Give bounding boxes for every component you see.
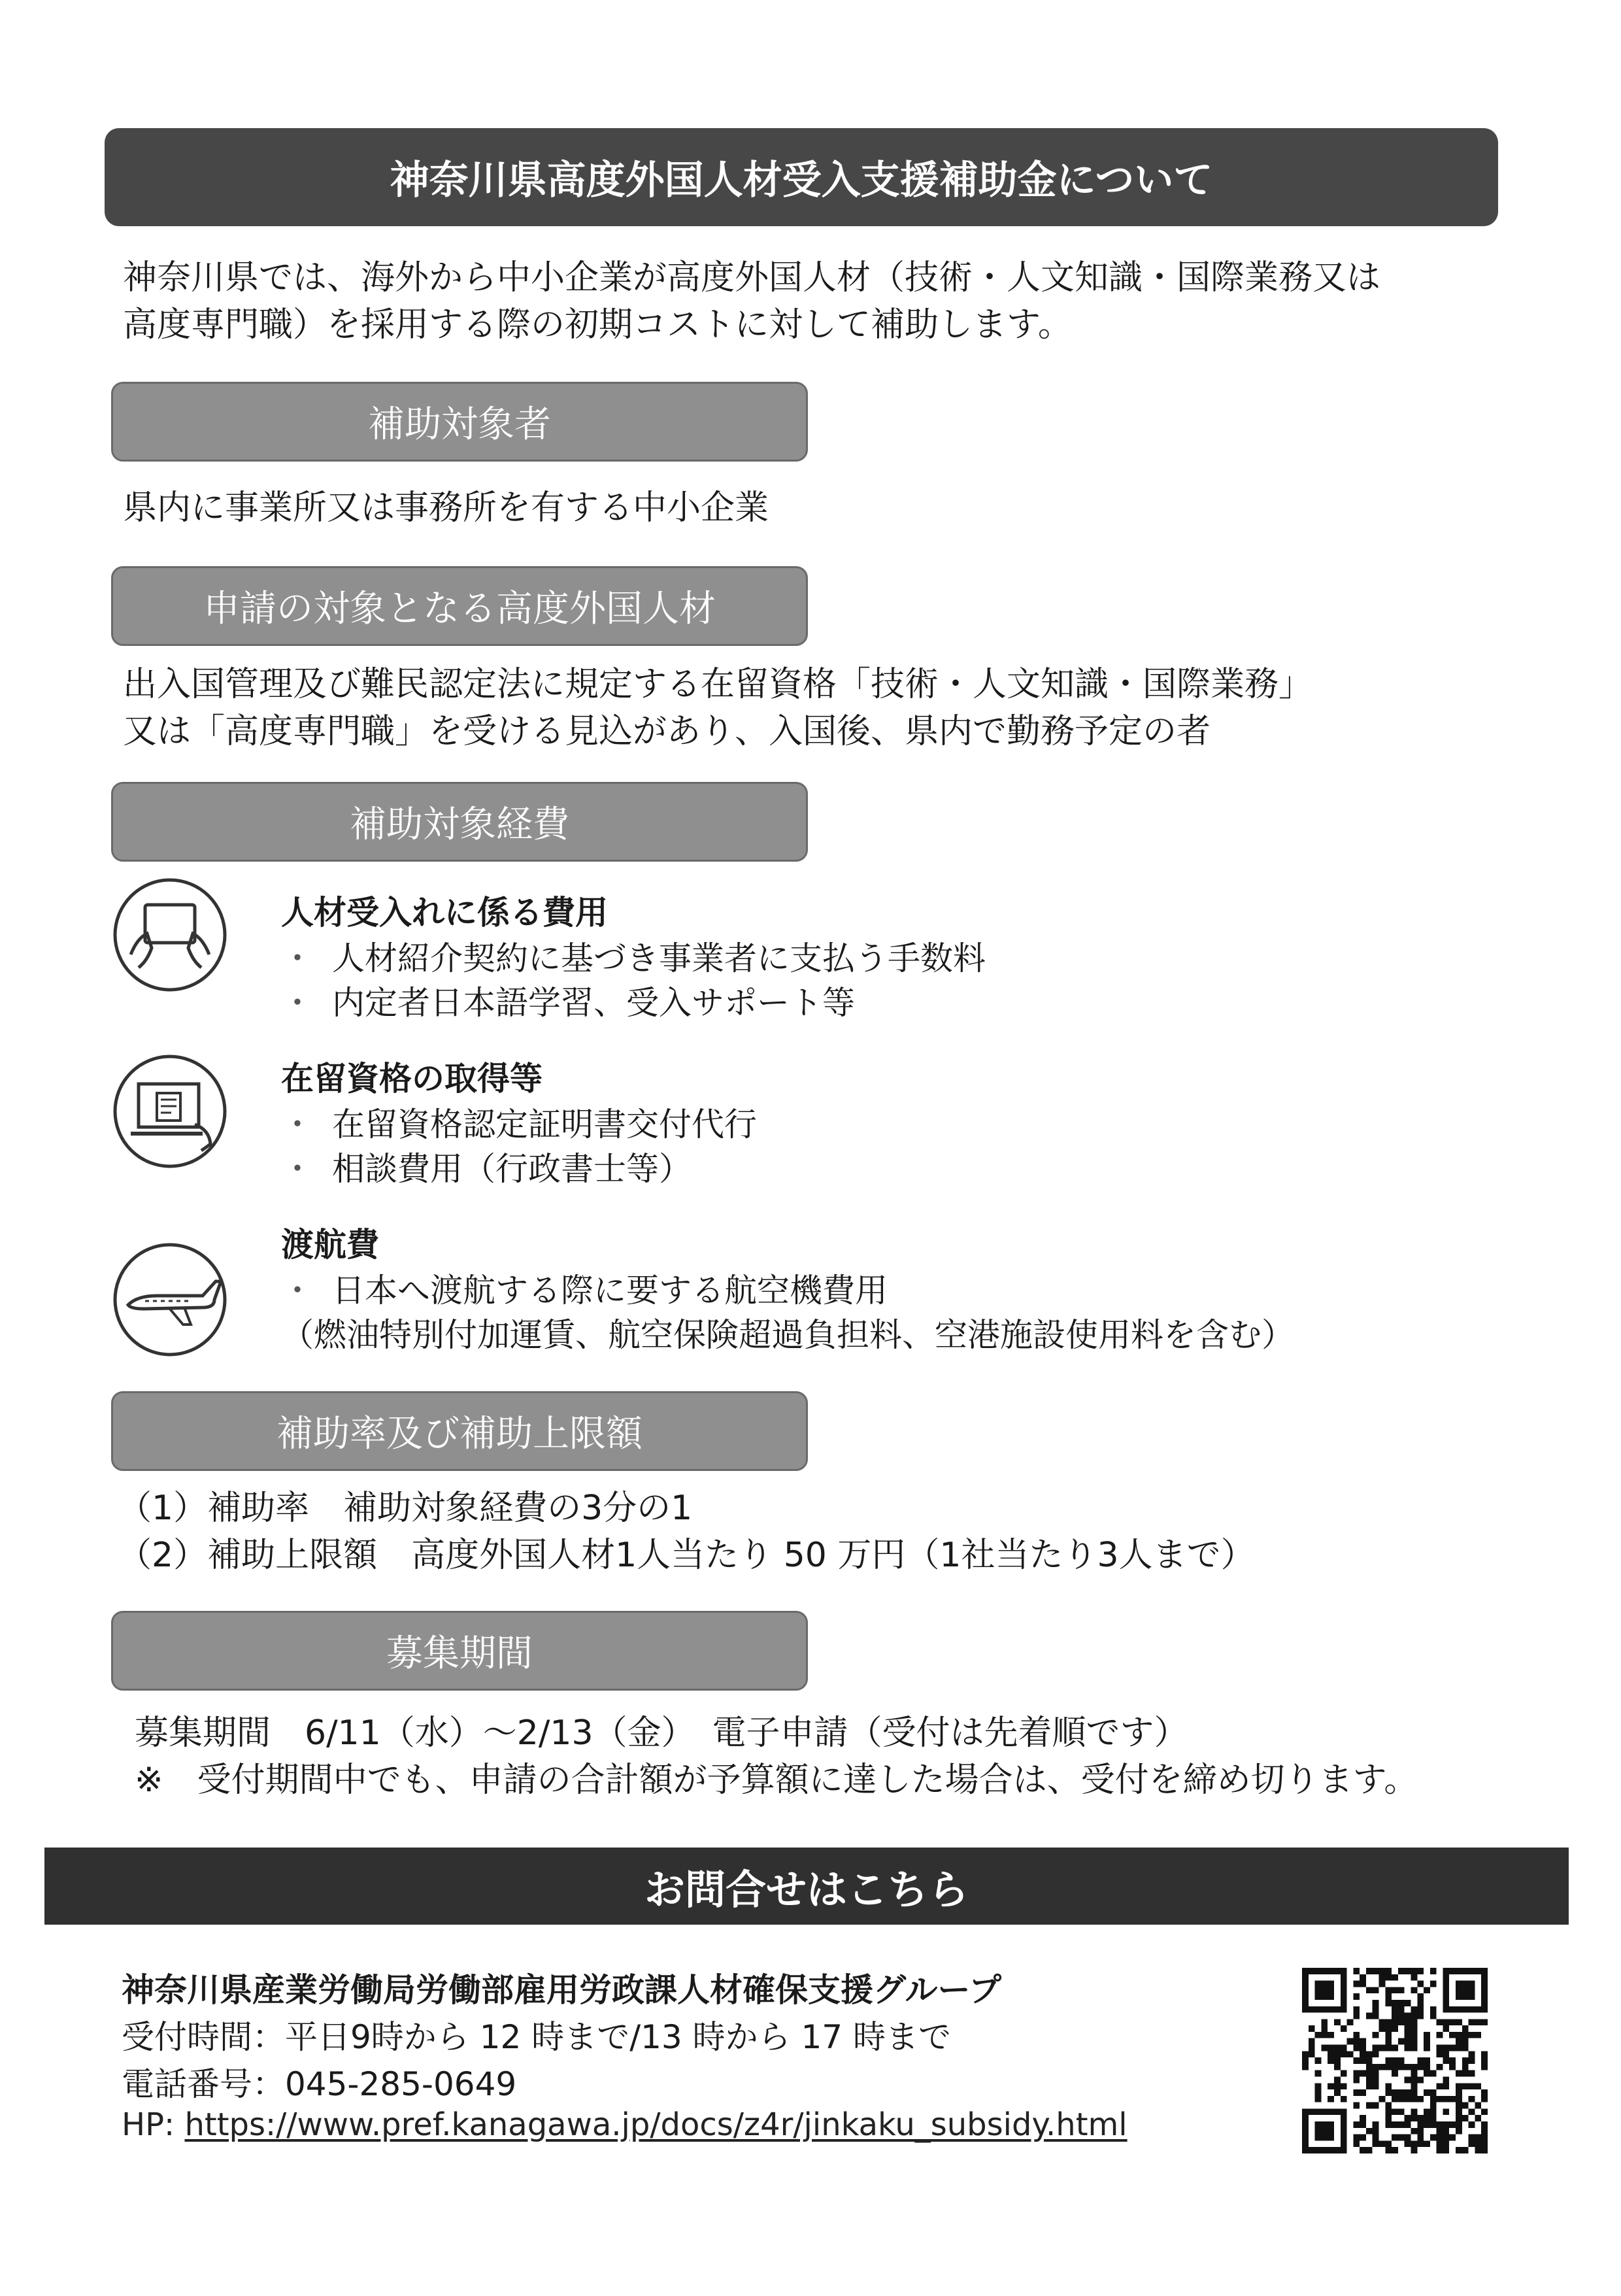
rate-line-2: （2）補助上限額 高度外国人材1人当たり 50 万円（1社当たり3人まで） xyxy=(118,1536,1255,1575)
expense-item-3-title: 渡航費 xyxy=(281,1226,379,1264)
section-heading-expenses: 補助対象経費 xyxy=(111,782,808,862)
expense-item-2-title: 在留資格の取得等 xyxy=(281,1060,543,1098)
expense-item-1-bullet-2: ・ 内定者日本語学習、受入サポート等 xyxy=(281,984,855,1022)
target-body: 県内に事業所又は事務所を有する中小企業 xyxy=(123,488,769,528)
laptop-document-icon xyxy=(111,1053,229,1170)
qr-code-icon[interactable] xyxy=(1302,1968,1488,2153)
rate-line-1: （1）補助率 補助対象経費の3分の1 xyxy=(118,1489,693,1528)
contact-hours: 受付時間：平日9時から 12 時まで/13 時から 17 時まで xyxy=(122,2018,951,2056)
contact-org: 神奈川県産業労働局労働部雇用労政課人材確保支援グループ xyxy=(122,1971,1001,2009)
section-heading-period: 募集期間 xyxy=(111,1611,808,1691)
expense-item-3-bullet-1: ・ 日本へ渡航する際に要する航空機費用 xyxy=(281,1272,888,1309)
talent-body-1: 出入国管理及び難民認定法に規定する在留資格「技術・人文知識・国際業務」 xyxy=(123,665,1313,704)
section-heading-target: 補助対象者 xyxy=(111,382,808,462)
expense-item-3-note: （燃油特別付加運賃、航空保険超過負担料、空港施設使用料を含む） xyxy=(281,1316,1294,1354)
contact-heading: お問合せはこちら xyxy=(44,1848,1569,1925)
hp-label: HP: xyxy=(122,2106,185,2143)
period-line-2: ※ 受付期間中でも、申請の合計額が予算額に達した場合は、受付を締め切ります。 xyxy=(135,1761,1418,1800)
section-heading-talent: 申請の対象となる高度外国人材 xyxy=(111,566,808,646)
intro-line-1: 神奈川県では、海外から中小企業が高度外国人材（技術・人文知識・国際業務又は xyxy=(123,258,1381,297)
expense-item-2-bullet-2: ・ 相談費用（行政書士等） xyxy=(281,1150,692,1188)
contact-phone: 電話番号：045-285-0649 xyxy=(122,2065,517,2103)
expense-item-2-bullet-1: ・ 在留資格認定証明書交付代行 xyxy=(281,1106,757,1143)
hp-link[interactable]: https://www.pref.kanagawa.jp/docs/z4r/jinkaku_subsidy.html xyxy=(184,2106,1128,2143)
contact-hp xyxy=(122,2106,1128,2143)
hands-tablet-icon xyxy=(111,876,229,994)
expense-item-1-bullet-1: ・ 人材紹介契約に基づき事業者に支払う手数料 xyxy=(281,939,986,977)
period-line-1: 募集期間 6/11（水）～2/13（金） 電子申請（受付は先着順です） xyxy=(135,1714,1188,1753)
airplane-icon xyxy=(111,1241,229,1359)
talent-body-2: 又は「高度専門職」を受ける見込があり、入国後、県内で勤務予定の者 xyxy=(123,712,1211,751)
intro-line-2: 高度専門職）を採用する際の初期コストに対して補助します。 xyxy=(123,305,1072,345)
expense-item-1-title: 人材受入れに係る費用 xyxy=(281,894,608,932)
section-heading-rate: 補助率及び補助上限額 xyxy=(111,1391,808,1471)
page-title: 神奈川県高度外国人材受入支援補助金について xyxy=(105,128,1498,226)
